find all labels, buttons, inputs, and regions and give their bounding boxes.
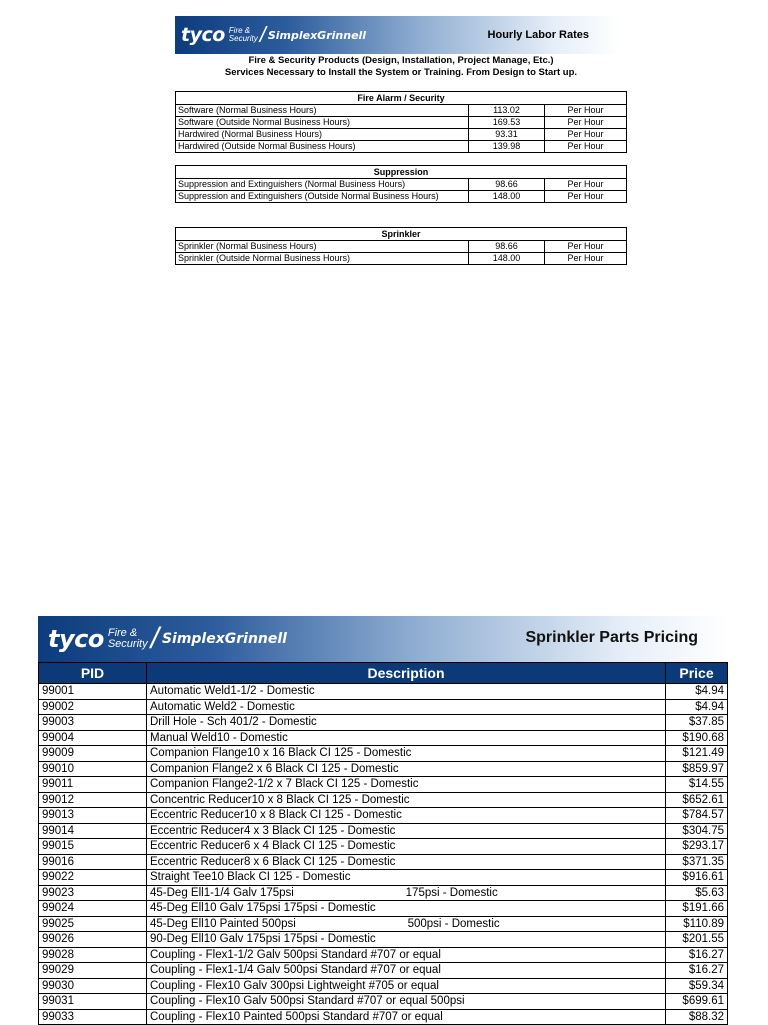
part-description-cell: Manual Weld10 - Domestic [147,730,666,746]
part-description-cell: Coupling - Flex10 Galv 300psi Lightweight #705 or equal [147,978,666,994]
rate-unit: Per Hour [545,179,627,191]
part-price-cell: $16.27 [666,963,728,979]
part-description-cell: Eccentric Reducer6 x 4 Black CI 125 - Domestic [147,839,666,855]
logo-security-text: Security [228,34,258,43]
part-description-cell: Coupling - Flex10 Painted 500psi Standard #707 or equal [147,1009,666,1025]
rate-description: Suppression and Extinguishers (Normal Business Hours) [176,179,469,191]
logo-divider: / [150,622,159,655]
part-price-cell: $14.55 [666,777,728,793]
part-id-cell: 99014 [39,823,147,839]
rate-unit: Per Hour [545,253,627,265]
part-id-cell: 99001 [39,684,147,700]
part-price-cell: $190.68 [666,730,728,746]
part-price-cell: $121.49 [666,746,728,762]
table-row [39,746,728,762]
part-description-cell: 45-Deg Ell10 Galv 175psi 175psi - Domestic [147,901,666,917]
part-description-cell: Coupling - Flex1-1/4 Galv 500psi Standard #707 or equal [147,963,666,979]
logo-security-text: Security [107,638,148,650]
table-row [176,105,627,117]
rate-description: Sprinkler (Outside Normal Business Hours) [176,253,469,265]
part-id-cell: 99002 [39,699,147,715]
table-row [39,730,728,746]
section-heading: Suppression [176,166,627,179]
part-id-cell: 99016 [39,854,147,870]
part-price-cell: $4.94 [666,699,728,715]
rate-description: Hardwired (Normal Business Hours) [176,129,469,141]
table-row [39,916,728,932]
table-row [176,141,627,153]
subtitle-line-1: Fire & Security Products (Design, Installation, Project Manage, Etc.) [248,55,554,66]
table-row [39,901,728,917]
rate-description: Sprinkler (Normal Business Hours) [176,241,469,253]
part-id-cell: 99023 [39,885,147,901]
tyco-logo: tyco [181,24,225,46]
table-row [39,823,728,839]
table-row [39,761,728,777]
part-description-cell: Eccentric Reducer8 x 6 Black CI 125 - Domestic [147,854,666,870]
table-row [39,715,728,731]
logo-fire-text: Fire & [107,627,138,639]
rate-unit: Per Hour [545,117,627,129]
part-description-cell: Concentric Reducer10 x 8 Black CI 125 - Domestic [147,792,666,808]
part-id-cell: 99009 [39,746,147,762]
part-id-cell: 99029 [39,963,147,979]
part-price-cell: $293.17 [666,839,728,855]
part-description-cell: Automatic Weld2 - Domestic [147,699,666,715]
part-id-cell: 99011 [39,777,147,793]
table-row [176,241,627,253]
part-description-cell: Straight Tee10 Black CI 125 - Domestic [147,870,666,886]
fire-alarm-security-table [175,91,627,153]
part-description-cell: Companion Flange2 x 6 Black CI 125 - Domestic [147,761,666,777]
table-row [176,253,627,265]
part-price-cell: $652.61 [666,792,728,808]
table-row [176,191,627,203]
table-row [39,1009,728,1025]
part-price-cell: $191.66 [666,901,728,917]
part-price-cell: $5.63 [666,885,728,901]
rate-value: 93.31 [469,129,545,141]
suppression-table [175,165,627,203]
rate-value: 169.53 [469,117,545,129]
table-row [176,179,627,191]
part-id-cell: 99022 [39,870,147,886]
part-id-cell: 99028 [39,947,147,963]
part-id-cell: 99025 [39,916,147,932]
table-row [176,129,627,141]
part-description-cell: 90-Deg Ell10 Galv 175psi 175psi - Domestic [147,932,666,948]
rate-value: 148.00 [469,253,545,265]
rate-value: 113.02 [469,105,545,117]
tyco-logo: tyco [48,625,104,653]
part-id-cell: 99013 [39,808,147,824]
part-id-cell: 99003 [39,715,147,731]
rate-unit: Per Hour [545,105,627,117]
simplexgrinnell-logo: SimplexGrinnell [161,631,287,647]
rate-unit: Per Hour [545,141,627,153]
parts-pricing-title: Sprinkler Parts Pricing [525,629,698,646]
rate-value: 98.66 [469,179,545,191]
table-row [39,932,728,948]
rate-value: 98.66 [469,241,545,253]
rate-description: Hardwired (Outside Normal Business Hours) [176,141,469,153]
part-description-cell: Drill Hole - Sch 401/2 - Domestic [147,715,666,731]
column-header-price: Price [666,663,728,684]
fire-security-logo [108,628,148,650]
part-description-cell: Companion Flange10 x 16 Black CI 125 - Domestic [147,746,666,762]
table-row [39,994,728,1010]
part-price-cell: $110.89 [666,916,728,932]
part-description-cell: Eccentric Reducer4 x 3 Black CI 125 - Domestic [147,823,666,839]
table-row [39,792,728,808]
part-price-cell: $88.32 [666,1009,728,1025]
part-price-cell: $859.97 [666,761,728,777]
part-price-cell: $59.34 [666,978,728,994]
part-price-cell: $916.61 [666,870,728,886]
rate-unit: Per Hour [545,191,627,203]
part-price-cell: $371.35 [666,854,728,870]
rate-description: Software (Normal Business Hours) [176,105,469,117]
table-row [39,978,728,994]
parts-table-body [39,684,728,1025]
labor-rates-banner [175,16,621,54]
table-row [39,699,728,715]
table-row [176,117,627,129]
part-price-cell: $784.57 [666,808,728,824]
table-row [39,854,728,870]
part-price-cell: $37.85 [666,715,728,731]
part-id-cell: 99033 [39,1009,147,1025]
table-row [39,808,728,824]
rate-unit: Per Hour [545,129,627,141]
part-price-cell: $4.94 [666,684,728,700]
part-id-cell: 99015 [39,839,147,855]
rate-value: 139.98 [469,141,545,153]
part-description-cell: Coupling - Flex10 Galv 500psi Standard #707 or equal 500psi [147,994,666,1010]
table-row [39,870,728,886]
column-header-pid: PID [39,663,147,684]
section-heading: Fire Alarm / Security [176,92,627,105]
part-id-cell: 99012 [39,792,147,808]
part-id-cell: 99004 [39,730,147,746]
labor-rates-title: Hourly Labor Rates [487,29,589,41]
part-description-cell: Companion Flange2-1/2 x 7 Black CI 125 - Domestic [147,777,666,793]
column-header-description: Description [147,663,666,684]
part-id-cell: 99026 [39,932,147,948]
logo-divider: / [259,22,266,47]
part-id-cell: 99010 [39,761,147,777]
part-id-cell: 99031 [39,994,147,1010]
parts-pricing-banner [38,616,728,662]
section-heading: Sprinkler [176,228,627,241]
table-row [39,839,728,855]
sprinkler-table [175,227,627,265]
rate-description: Suppression and Extinguishers (Outside Normal Business Hours) [176,191,469,203]
table-row [39,947,728,963]
table-row [39,777,728,793]
rate-description: Software (Outside Normal Business Hours) [176,117,469,129]
part-price-cell: $16.27 [666,947,728,963]
part-description-cell: Coupling - Flex1-1/2 Galv 500psi Standard #707 or equal [147,947,666,963]
table-row [39,963,728,979]
logo-fire-text: Fire & [228,26,251,35]
rate-value: 148.00 [469,191,545,203]
part-id-cell: 99030 [39,978,147,994]
part-price-cell: $201.55 [666,932,728,948]
part-price-cell: $699.61 [666,994,728,1010]
simplexgrinnell-logo: SimplexGrinnell [267,28,367,42]
rate-unit: Per Hour [545,241,627,253]
part-price-cell: $304.75 [666,823,728,839]
part-description-cell: Eccentric Reducer10 x 8 Black CI 125 - Domestic [147,808,666,824]
part-id-cell: 99024 [39,901,147,917]
subtitle-line-2: Services Necessary to Install the System or Training. From Design to Start up. [224,67,578,78]
table-row [39,885,728,901]
part-description-cell: 45-Deg Ell1-1/4 Galv 175psi 175psi - Domestic [147,885,666,901]
part-description-cell: 45-Deg Ell10 Painted 500psi 500psi - Domestic [147,916,666,932]
table-row [39,684,728,700]
parts-pricing-table [38,662,728,1025]
part-description-cell: Automatic Weld1-1/2 - Domestic [147,684,666,700]
fire-security-logo [229,27,258,43]
